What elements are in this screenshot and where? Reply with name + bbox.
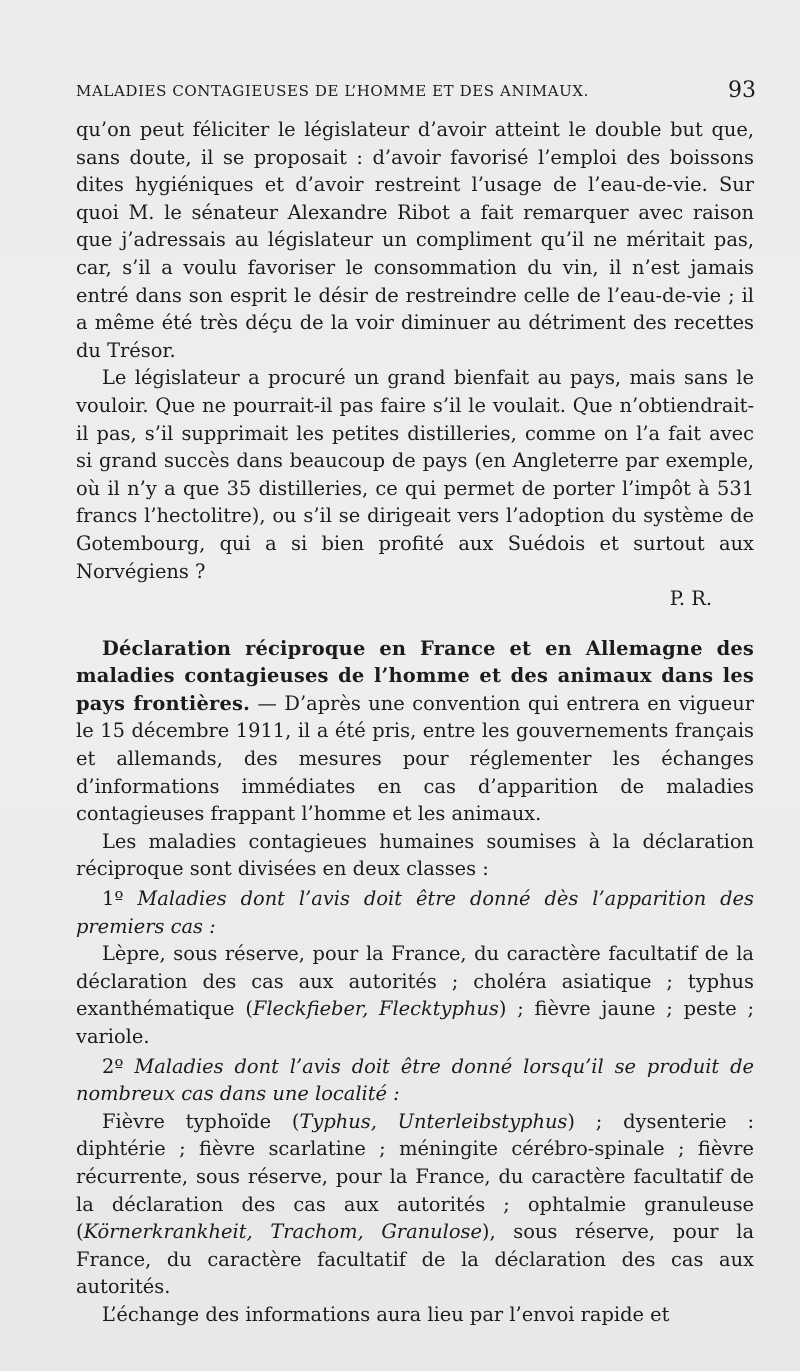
item-number: 2º: [102, 1054, 135, 1078]
italic-run: Fleckfieber, Flecktyphus: [252, 997, 499, 1021]
author-signature: P. R.: [669, 587, 712, 611]
article-heading: Déclaration réciproque en France et en Allemagne des maladies contagieuses de l’homme et des animaux dans les pays frontières.: [76, 636, 754, 715]
paragraph: qu’on peut féliciter le législateur d’avoir atteint le double but que, sans doute, il se proposait : d’avoir favorisé l’emploi des boissons dites hygiéniques et d’avoir restreint l’usage de l’eau-de-vie. Sur quoi M. le sénateur Alexandre Ribot a fait remarquer avec raison que j’adressais au législateur un compliment qu’il ne méritait pas, car, s’il a voulu favoriser le consommation du vin, il n’est jamais entré dans son esprit le désir de restreindre celle de l’eau-de-vie ; il a même été très déçu de la voir diminuer au détriment des recettes du Trésor.: [76, 118, 754, 362]
item-title: Maladies dont l’avis doit être donné dès l’apparition des premiers cas :: [76, 887, 754, 938]
page-number: 93: [728, 78, 756, 103]
article-intro: — D’après une convention qui entrera en vigueur le 15 décembre 1911, il a été pris, entre les gouvernements français et allemands, des mesures pour réglementer les échanges d’informations immédiates en cas d’apparition de maladies contagieuses frappant l’homme et les animaux.: [76, 691, 754, 826]
page-body: [76, 116, 754, 1329]
paragraph: [76, 1108, 754, 1301]
list-item-title: [76, 1053, 754, 1108]
text-run: Fièvre typhoïde (: [102, 1109, 300, 1133]
paragraph: [76, 940, 754, 1050]
text-run: ), sous réserve, pour la France, du caractère facultatif de la déclaration des cas aux autorités.: [76, 1220, 754, 1299]
italic-run: Körnerkrankheit, Trachom, Granulose: [83, 1220, 482, 1244]
paragraph: Le législateur a procuré un grand bienfait au pays, mais sans le vouloir. Que ne pourrait-il pas faire s’il le voulait. Que n’obtiendrait-il pas, s’il supprimait les petites distilleries, comme on l’a fait avec si grand succès dans beaucoup de pays (en Angleterre par exemple, où il n’y a que 35 distilleries, ce qui permet de porter l’impôt à 531 francs l’hectolitre), ou s’il se dirigeait vers l’adoption du système de Gotembourg, qui a si bien profité aux Suédois et surtout aux Norvégiens ?: [76, 366, 754, 583]
paragraph: Les maladies contagieues humaines soumises à la déclaration réciproque sont divisées en deux classes :: [76, 829, 754, 881]
item-number: 1º: [102, 887, 138, 911]
text-run: Lèpre, sous réserve, pour la France, du caractère facultatif de la déclaration des cas aux autorités ; choléra asiatique ; typhus exanthématique (: [76, 942, 754, 1021]
text-run: ) ; fièvre jaune ; peste ; variole.: [76, 997, 754, 1048]
article-lead-paragraph: [76, 635, 754, 828]
article-declaration: [76, 635, 754, 1329]
paragraph: L’échange des informations aura lieu par l’envoi rapide et: [102, 1302, 670, 1326]
text-run: ) ; dysenterie : diphtérie ; fièvre scarlatine ; méningite cérébro-spinale ; fièvre récurrente, sous réserve, pour la France, du caractère facultatif de la déclaration des cas aux autorités ; ophtalmie granuleuse (: [76, 1109, 754, 1244]
signature-line: [76, 585, 754, 613]
article-alcohol: [76, 116, 754, 613]
item-title: Maladies dont l’avis doit être donné lorsqu’il se produit de nombreux cas dans une localité :: [76, 1054, 754, 1106]
running-title: MALADIES CONTAGIEUSES DE L’HOMME ET DES ANIMAUX.: [76, 82, 590, 100]
italic-run: Typhus, Unterleibstyphus: [299, 1109, 568, 1133]
list-item-title: [76, 885, 754, 940]
